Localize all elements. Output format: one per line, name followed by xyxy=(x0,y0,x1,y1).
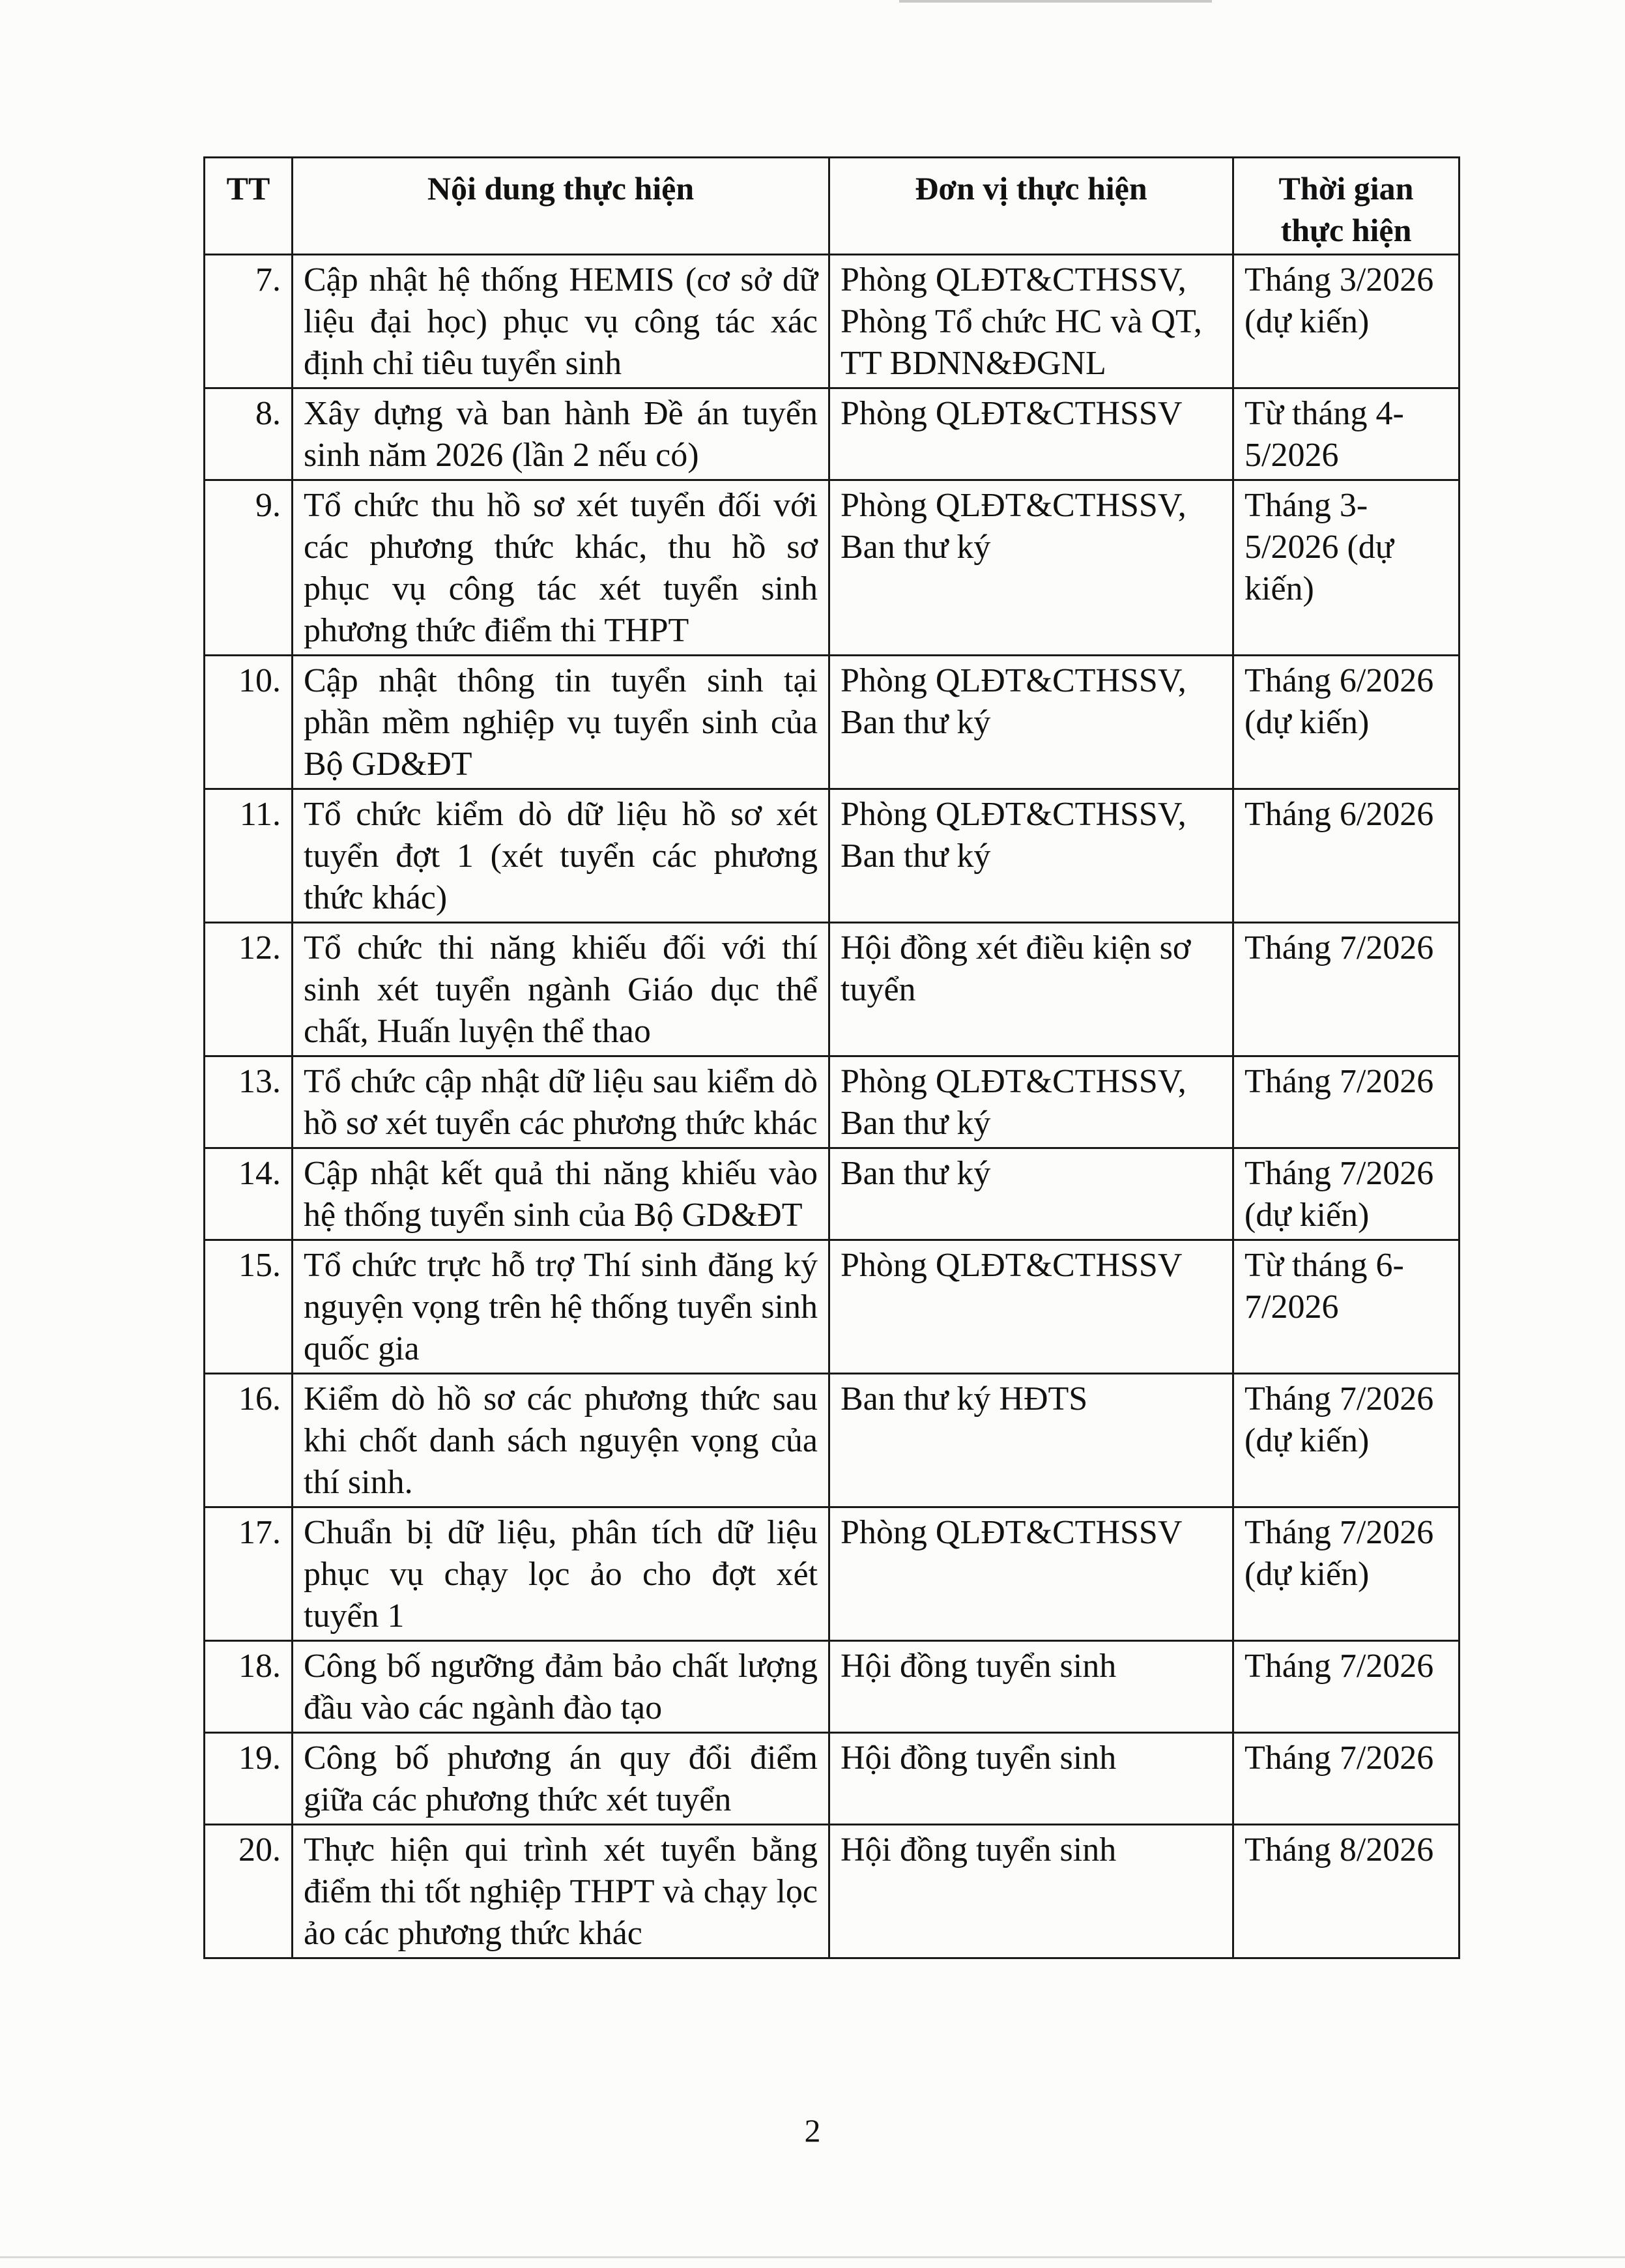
row-unit: Phòng QLĐT&CTHSSV xyxy=(829,388,1233,480)
row-content: Công bố phương án quy đổi điểm giữa các phương thức xét tuyển xyxy=(293,1733,829,1825)
row-time: Tháng 6/2026 (dự kiến) xyxy=(1233,656,1460,789)
row-content: Tổ chức trực hỗ trợ Thí sinh đăng ký nguyện vọng trên hệ thống tuyển sinh quốc gia xyxy=(293,1240,829,1374)
table-row xyxy=(205,1374,1460,1507)
row-content: Cập nhật thông tin tuyển sinh tại phần mềm nghiệp vụ tuyển sinh của Bộ GD&ĐT xyxy=(293,656,829,789)
table-row xyxy=(205,1056,1460,1148)
row-unit: Ban thư ký xyxy=(829,1148,1233,1240)
row-unit: Hội đồng tuyển sinh xyxy=(829,1825,1233,1958)
table-row xyxy=(205,388,1460,480)
row-number: 9. xyxy=(205,480,293,656)
row-number: 8. xyxy=(205,388,293,480)
row-time: Tháng 7/2026 (dự kiến) xyxy=(1233,1374,1460,1507)
row-unit: Hội đồng tuyển sinh xyxy=(829,1641,1233,1733)
row-time: Tháng 7/2026 xyxy=(1233,1733,1460,1825)
table-header-row xyxy=(205,158,1460,255)
row-time: Tháng 3/2026 (dự kiến) xyxy=(1233,255,1460,388)
row-unit: Phòng QLĐT&CTHSSV, Phòng Tổ chức HC và QT, TT BDNN&ĐGNL xyxy=(829,255,1233,388)
row-time: Từ tháng 6-7/2026 xyxy=(1233,1240,1460,1374)
row-content: Công bố ngưỡng đảm bảo chất lượng đầu vào các ngành đào tạo xyxy=(293,1641,829,1733)
row-time: Tháng 6/2026 xyxy=(1233,789,1460,923)
row-number: 19. xyxy=(205,1733,293,1825)
table-row xyxy=(205,656,1460,789)
header-unit: Đơn vị thực hiện xyxy=(829,158,1233,255)
header-content: Nội dung thực hiện xyxy=(293,158,829,255)
row-unit: Phòng QLĐT&CTHSSV, Ban thư ký xyxy=(829,480,1233,656)
row-number: 15. xyxy=(205,1240,293,1374)
row-content: Tổ chức kiểm dò dữ liệu hồ sơ xét tuyển đợt 1 (xét tuyển các phương thức khác) xyxy=(293,789,829,923)
row-unit: Phòng QLĐT&CTHSSV, Ban thư ký xyxy=(829,789,1233,923)
row-time: Tháng 7/2026 xyxy=(1233,923,1460,1056)
row-number: 10. xyxy=(205,656,293,789)
row-number: 16. xyxy=(205,1374,293,1507)
table-row xyxy=(205,480,1460,656)
table-row xyxy=(205,789,1460,923)
row-number: 20. xyxy=(205,1825,293,1958)
row-number: 11. xyxy=(205,789,293,923)
table-row xyxy=(205,1641,1460,1733)
row-number: 13. xyxy=(205,1056,293,1148)
row-content: Tổ chức thi năng khiếu đối với thí sinh xét tuyển ngành Giáo dục thể chất, Huấn luyện thể thao xyxy=(293,923,829,1056)
row-time: Từ tháng 4-5/2026 xyxy=(1233,388,1460,480)
row-unit: Hội đồng tuyển sinh xyxy=(829,1733,1233,1825)
row-number: 17. xyxy=(205,1507,293,1641)
row-unit: Phòng QLĐT&CTHSSV xyxy=(829,1507,1233,1641)
row-time: Tháng 8/2026 xyxy=(1233,1825,1460,1958)
schedule-table xyxy=(203,156,1460,1959)
row-content: Tổ chức thu hồ sơ xét tuyển đối với các phương thức khác, thu hồ sơ phục vụ công tác xét tuyển sinh phương thức điểm thi THPT xyxy=(293,480,829,656)
row-time: Tháng 7/2026 xyxy=(1233,1056,1460,1148)
row-unit: Ban thư ký HĐTS xyxy=(829,1374,1233,1507)
table-row xyxy=(205,1148,1460,1240)
table-row xyxy=(205,1733,1460,1825)
header-time: Thời gian thực hiện xyxy=(1233,158,1460,255)
table-row xyxy=(205,1507,1460,1641)
row-content: Cập nhật kết quả thi năng khiếu vào hệ thống tuyển sinh của Bộ GD&ĐT xyxy=(293,1148,829,1240)
row-time: Tháng 7/2026 (dự kiến) xyxy=(1233,1507,1460,1641)
row-unit: Phòng QLĐT&CTHSSV, Ban thư ký xyxy=(829,656,1233,789)
row-content: Xây dựng và ban hành Đề án tuyển sinh năm 2026 (lần 2 nếu có) xyxy=(293,388,829,480)
row-content: Tổ chức cập nhật dữ liệu sau kiểm dò hồ sơ xét tuyển các phương thức khác xyxy=(293,1056,829,1148)
table-row xyxy=(205,255,1460,388)
row-time: Tháng 3-5/2026 (dự kiến) xyxy=(1233,480,1460,656)
row-content: Chuẩn bị dữ liệu, phân tích dữ liệu phục vụ chạy lọc ảo cho đợt xét tuyển 1 xyxy=(293,1507,829,1641)
row-content: Cập nhật hệ thống HEMIS (cơ sở dữ liệu đại học) phục vụ công tác xác định chỉ tiêu tuyển sinh xyxy=(293,255,829,388)
row-number: 14. xyxy=(205,1148,293,1240)
row-number: 18. xyxy=(205,1641,293,1733)
scan-artifact-top xyxy=(899,0,1212,3)
table-row xyxy=(205,923,1460,1056)
scan-artifact-bottom xyxy=(0,2256,1625,2258)
row-content: Kiểm dò hồ sơ các phương thức sau khi chốt danh sách nguyện vọng của thí sinh. xyxy=(293,1374,829,1507)
row-unit: Phòng QLĐT&CTHSSV, Ban thư ký xyxy=(829,1056,1233,1148)
page-number: 2 xyxy=(804,2112,821,2149)
row-unit: Hội đồng xét điều kiện sơ tuyển xyxy=(829,923,1233,1056)
header-tt: TT xyxy=(205,158,293,255)
table-row xyxy=(205,1825,1460,1958)
row-unit: Phòng QLĐT&CTHSSV xyxy=(829,1240,1233,1374)
row-time: Tháng 7/2026 xyxy=(1233,1641,1460,1733)
row-time: Tháng 7/2026 (dự kiến) xyxy=(1233,1148,1460,1240)
row-number: 7. xyxy=(205,255,293,388)
table-row xyxy=(205,1240,1460,1374)
row-content: Thực hiện qui trình xét tuyển bằng điểm thi tốt nghiệp THPT và chạy lọc ảo các phương thức khác xyxy=(293,1825,829,1958)
row-number: 12. xyxy=(205,923,293,1056)
